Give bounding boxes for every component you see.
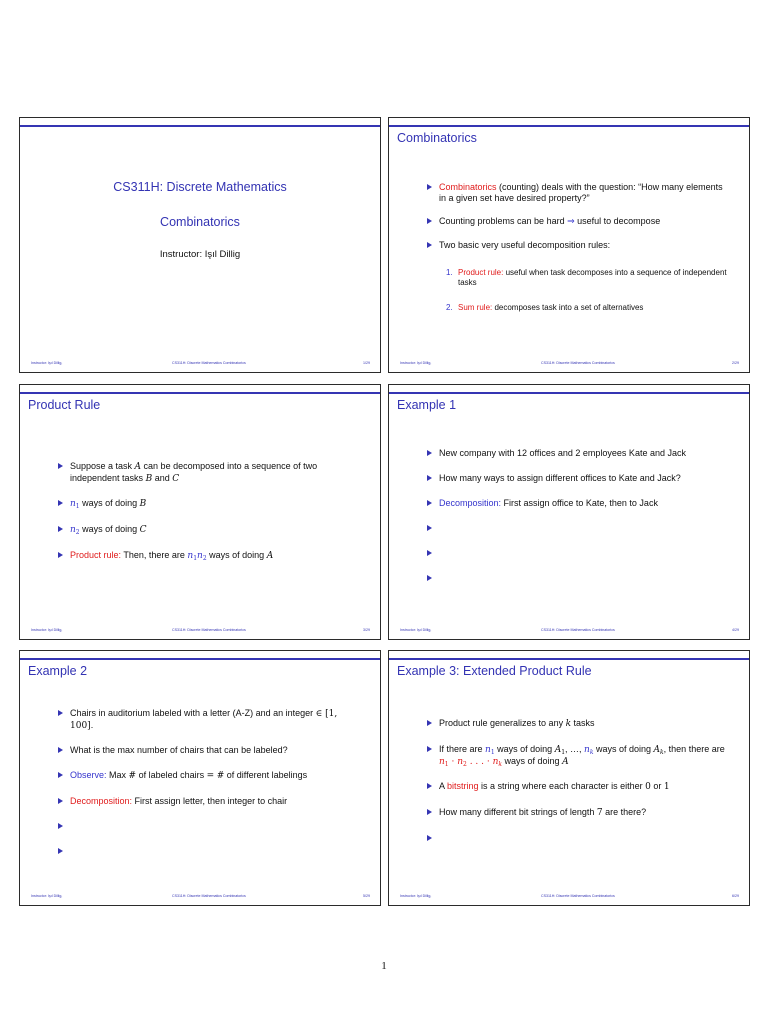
bullet-list bbox=[427, 182, 727, 261]
item-text: ways of doing bbox=[593, 744, 654, 754]
list-item-empty bbox=[58, 846, 358, 857]
term-decomposition: Decomposition: bbox=[439, 498, 502, 508]
list-item-empty bbox=[427, 573, 745, 584]
footer-course: CS311H: Discrete Mathematics Combinatorics bbox=[541, 628, 615, 632]
item-text: ways of doing bbox=[206, 550, 267, 560]
item-text: First assign office to Kate, then to Jack bbox=[501, 498, 658, 508]
math-subscript: 2 bbox=[463, 761, 467, 768]
term-sum-rule: Sum rule: bbox=[458, 303, 493, 312]
item-text: and bbox=[152, 473, 173, 483]
math-subscript: 1 bbox=[444, 761, 449, 768]
bullet-icon bbox=[427, 550, 432, 556]
list-item bbox=[427, 781, 727, 793]
implies-arrow: ⇒ bbox=[567, 216, 575, 226]
math-subscript: k bbox=[498, 761, 503, 768]
bullet-icon bbox=[58, 710, 63, 716]
math-symbol: 0 bbox=[645, 782, 651, 792]
math-symbol: A bbox=[266, 551, 274, 561]
bullet-list bbox=[58, 461, 358, 562]
item-number: 1. bbox=[446, 268, 453, 277]
slide-top-bar bbox=[20, 392, 380, 394]
frame-title: Example 1 bbox=[397, 398, 457, 412]
list-item bbox=[446, 268, 731, 288]
bullet-icon bbox=[427, 835, 432, 841]
slide-top-bar bbox=[389, 658, 749, 660]
math-subscript: 1 bbox=[490, 749, 495, 756]
item-text: useful to decompose bbox=[574, 216, 661, 226]
item-text: are there? bbox=[602, 807, 647, 817]
item-text: tasks bbox=[571, 718, 595, 728]
item-text: (counting) deals with the question: “How many elements in a given set have desired property?” bbox=[439, 182, 723, 203]
item-text: Suppose a task bbox=[70, 461, 135, 471]
footer-page: 6/29 bbox=[732, 894, 739, 898]
list-item bbox=[427, 473, 745, 484]
item-text: useful when task decomposes into a sequence of independent tasks bbox=[458, 268, 727, 287]
list-item-empty bbox=[427, 523, 745, 534]
math-symbol: B bbox=[145, 474, 153, 484]
numbered-sublist bbox=[446, 268, 731, 313]
bullet-icon bbox=[427, 242, 432, 248]
math-symbol: 7 bbox=[596, 808, 603, 818]
item-text: What is the max number of chairs that can be labeled? bbox=[70, 745, 288, 755]
item-text: of different labelings bbox=[224, 770, 308, 780]
footer-instructor: Instructor: Işıl Dillig, bbox=[31, 361, 63, 365]
math-symbol: C bbox=[139, 525, 147, 535]
bullet-list bbox=[427, 448, 745, 584]
term-product-rule: Product rule: bbox=[70, 550, 122, 560]
slide-example-1 bbox=[388, 384, 750, 640]
item-text: of labeled chairs bbox=[136, 770, 207, 780]
item-text: ways of doing bbox=[502, 756, 563, 766]
slide-footer bbox=[389, 628, 749, 634]
item-text: decomposes task into a set of alternatives bbox=[492, 303, 644, 312]
list-item-empty bbox=[427, 548, 745, 559]
bullet-icon bbox=[427, 218, 432, 224]
term-observe: Observe: bbox=[70, 770, 107, 780]
term-bitstring: bitstring bbox=[447, 781, 479, 791]
slide-footer bbox=[389, 361, 749, 367]
math-subscript: 2 bbox=[202, 555, 207, 562]
math-symbol: 1 bbox=[663, 782, 670, 792]
footer-page: 5/29 bbox=[363, 894, 370, 898]
item-text: . bbox=[90, 720, 94, 730]
frame-title: Example 3: Extended Product Rule bbox=[397, 664, 592, 678]
list-item bbox=[427, 182, 727, 204]
bullet-icon bbox=[58, 798, 63, 804]
list-item bbox=[58, 745, 358, 756]
footer-page: 3/29 bbox=[363, 628, 370, 632]
item-text: How many different bit strings of length bbox=[439, 807, 597, 817]
slide-footer bbox=[20, 894, 380, 900]
bullet-icon bbox=[58, 500, 63, 506]
frame-title: Example 2 bbox=[28, 664, 88, 678]
slide-example-2 bbox=[19, 650, 381, 906]
bullet-icon bbox=[427, 783, 432, 789]
math-subscript: 1 bbox=[75, 503, 80, 510]
list-item bbox=[427, 240, 727, 251]
item-text: , then there are bbox=[663, 744, 725, 754]
item-text: First assign letter, then integer to chair bbox=[132, 796, 288, 806]
bullet-icon bbox=[427, 746, 432, 752]
footer-page: 1/29 bbox=[363, 361, 370, 365]
math-symbol: B bbox=[139, 499, 147, 509]
math-subscript: k bbox=[660, 749, 664, 756]
frame-title: Combinatorics bbox=[397, 131, 477, 145]
slide-top-bar bbox=[20, 658, 380, 660]
math-symbol: · bbox=[448, 757, 458, 767]
math-symbol: n bbox=[584, 745, 590, 755]
math-symbol: n bbox=[70, 499, 76, 509]
bullet-icon bbox=[427, 720, 432, 726]
item-text: How many ways to assign different offices to Kate and Jack? bbox=[439, 473, 681, 483]
math-subscript: 1 bbox=[561, 749, 566, 756]
footer-course: CS311H: Discrete Mathematics Combinatorics bbox=[172, 361, 246, 365]
math-symbol: = bbox=[206, 771, 215, 781]
list-item bbox=[427, 448, 745, 459]
item-text: , …, bbox=[565, 744, 585, 754]
slide-top-bar bbox=[20, 125, 380, 127]
math-symbol: . . . · bbox=[466, 757, 493, 767]
footer-instructor: Instructor: Işıl Dillig, bbox=[31, 894, 63, 898]
item-text: ways of doing bbox=[494, 744, 555, 754]
math-symbol: n bbox=[197, 551, 203, 561]
bullet-icon bbox=[58, 848, 63, 854]
math-symbol: n bbox=[187, 551, 194, 561]
bullet-icon bbox=[427, 809, 432, 815]
item-text: Max bbox=[106, 770, 129, 780]
bullet-icon bbox=[58, 747, 63, 753]
term-combinatorics: Combinatorics bbox=[439, 182, 497, 192]
bullet-icon bbox=[427, 500, 432, 506]
item-text: is a string where each character is either bbox=[478, 781, 646, 791]
footer-page: 4/29 bbox=[732, 628, 739, 632]
bullet-icon bbox=[58, 526, 63, 532]
item-text: New company with 12 offices and 2 employees Kate and Jack bbox=[439, 448, 686, 458]
math-symbol: A bbox=[134, 462, 142, 472]
footer-course: CS311H: Discrete Mathematics Combinatorics bbox=[541, 894, 615, 898]
slide-top-bar bbox=[389, 392, 749, 394]
slide-example-3 bbox=[388, 650, 750, 906]
bullet-icon bbox=[427, 575, 432, 581]
item-text: or bbox=[650, 781, 664, 791]
bullet-icon bbox=[58, 772, 63, 778]
list-item bbox=[58, 796, 358, 807]
footer-page: 2/29 bbox=[732, 361, 739, 365]
course-title: CS311H: Discrete Mathematics bbox=[113, 180, 287, 194]
footer-course: CS311H: Discrete Mathematics Combinatorics bbox=[172, 628, 246, 632]
slide-product-rule bbox=[19, 384, 381, 640]
math-symbol: A bbox=[653, 745, 661, 755]
math-symbol: A bbox=[554, 745, 562, 755]
math-symbol: n bbox=[439, 757, 445, 767]
list-item bbox=[58, 524, 358, 536]
math-symbol: k bbox=[565, 719, 572, 729]
footer-course: CS311H: Discrete Mathematics Combinatorics bbox=[541, 361, 615, 365]
page-number: 1 bbox=[381, 960, 387, 972]
math-symbol: n bbox=[485, 745, 491, 755]
bullet-icon bbox=[427, 475, 432, 481]
math-symbol: n bbox=[492, 757, 499, 767]
term-decomposition: Decomposition: bbox=[70, 796, 133, 806]
bullet-icon bbox=[58, 552, 63, 558]
item-text: Product rule generalizes to any bbox=[439, 718, 566, 728]
item-text: ways of doing bbox=[79, 524, 140, 534]
math-symbol: n bbox=[457, 757, 464, 767]
list-item bbox=[427, 216, 727, 227]
list-item bbox=[427, 498, 745, 509]
term-product-rule: Product rule: bbox=[458, 268, 504, 277]
list-item bbox=[58, 498, 358, 510]
item-text: ways of doing bbox=[79, 498, 140, 508]
item-number: 2. bbox=[446, 303, 453, 312]
list-item bbox=[58, 550, 358, 562]
slide-footer bbox=[20, 628, 380, 634]
math-interval: ∈ [1, 100] bbox=[70, 709, 338, 731]
item-text: Chairs in auditorium labeled with a letter (A-Z) and an integer bbox=[70, 708, 316, 718]
item-text: can be decomposed into a sequence of two independent tasks bbox=[70, 461, 318, 483]
slide-footer bbox=[389, 894, 749, 900]
instructor-name: Instructor: Işıl Dillig bbox=[159, 249, 241, 260]
slide-top-bar bbox=[389, 125, 749, 127]
footer-course: CS311H: Discrete Mathematics Combinatorics bbox=[172, 894, 246, 898]
bullet-icon bbox=[58, 823, 63, 829]
math-symbol: n bbox=[70, 525, 76, 535]
math-subscript: k bbox=[589, 749, 594, 756]
list-item bbox=[58, 461, 358, 485]
math-symbol: A bbox=[562, 757, 569, 767]
math-subscript: 2 bbox=[75, 529, 80, 536]
list-item bbox=[58, 770, 358, 782]
slide-subtitle: Combinatorics bbox=[160, 215, 240, 229]
footer-instructor: Instructor: Işıl Dillig, bbox=[31, 628, 63, 632]
bullet-list bbox=[427, 718, 727, 844]
slide-title bbox=[19, 117, 381, 373]
math-symbol: # bbox=[128, 771, 137, 781]
math-symbol: # bbox=[216, 771, 225, 781]
bullet-icon bbox=[427, 525, 432, 531]
list-item bbox=[427, 744, 727, 768]
bullet-icon bbox=[58, 463, 63, 469]
list-item-empty bbox=[427, 833, 727, 844]
list-item-empty bbox=[58, 821, 358, 832]
bullet-icon bbox=[427, 184, 432, 190]
footer-instructor: Instructor: Işıl Dillig, bbox=[400, 628, 432, 632]
footer-instructor: Instructor: Işıl Dillig, bbox=[400, 361, 432, 365]
list-item bbox=[427, 807, 727, 819]
footer-instructor: Instructor: Işıl Dillig, bbox=[400, 894, 432, 898]
bullet-icon bbox=[427, 450, 432, 456]
math-subscript: 1 bbox=[193, 555, 198, 562]
item-text: If there are bbox=[439, 744, 486, 754]
slide-combinatorics bbox=[388, 117, 750, 373]
list-item bbox=[446, 303, 731, 313]
bullet-list bbox=[58, 708, 358, 857]
item-text: Two basic very useful decomposition rules: bbox=[439, 240, 611, 250]
math-symbol: C bbox=[172, 474, 180, 484]
frame-title: Product Rule bbox=[28, 398, 101, 412]
item-text: Then, there are bbox=[121, 550, 188, 560]
item-text: A bbox=[439, 781, 448, 791]
item-text: Counting problems can be hard bbox=[439, 216, 568, 226]
list-item bbox=[58, 708, 358, 732]
slide-footer bbox=[20, 361, 380, 367]
list-item bbox=[427, 718, 727, 730]
